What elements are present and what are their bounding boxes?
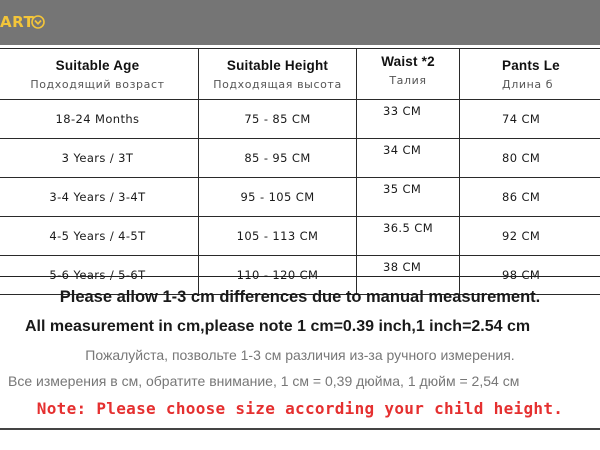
cell-age: 5-6 Years / 5-6T [0, 256, 199, 295]
cell-pants: 74 CM [460, 100, 600, 139]
cell-height: 105 - 113 CM [199, 217, 357, 256]
column-header-pants-ru: Длина б [502, 77, 554, 91]
note-choose-size: Note: Please choose size according your child height. [36, 399, 564, 418]
cell-pants: 92 CM [460, 217, 600, 256]
cell-waist: 34 CM [357, 139, 460, 178]
cell-waist: 38 CM [357, 256, 460, 295]
cell-waist: 36.5 CM [357, 217, 460, 256]
cell-height: 85 - 95 CM [199, 139, 357, 178]
size-chart [0, 48, 600, 282]
column-header-age [0, 49, 199, 100]
cell-age: 18-24 Months [0, 100, 199, 139]
cell-waist: 33 CM [357, 100, 460, 139]
chevron-down-circle-icon [31, 15, 45, 29]
column-header-pants [460, 49, 600, 100]
column-header-age-ru: Подходящий возраст [30, 77, 165, 91]
table-header-row [0, 49, 600, 100]
column-header-height [199, 49, 357, 100]
table-row [0, 217, 600, 256]
cell-age: 3-4 Years / 3-4T [0, 178, 199, 217]
table-row [0, 139, 600, 178]
column-header-height-ru: Подходящая высота [213, 77, 342, 91]
cell-age: 3 Years / 3T [0, 139, 199, 178]
note-conversion-ru: Все измерения в см, обратите внимание, 1 см = 0,39 дюйма, 1 дюйм = 2,54 см [8, 373, 520, 389]
header-bar [0, 0, 600, 45]
cell-height: 75 - 85 CM [199, 100, 357, 139]
cell-pants: 98 CM [460, 256, 600, 295]
column-header-waist-en: Waist *2 [381, 53, 435, 69]
cell-height: 110 - 120 CM [199, 256, 357, 295]
cell-age: 4-5 Years / 4-5T [0, 217, 199, 256]
size-table [0, 48, 600, 295]
note-allowance-ru: Пожалуйста, позвольте 1-3 см различия из-за ручного измерения. [85, 347, 515, 363]
column-header-waist [357, 49, 460, 100]
column-header-age-en: Suitable Age [55, 57, 140, 73]
note-allowance-en: Please allow 1-3 cm differences due to manual measurement. [59, 288, 541, 306]
note-conversion-en: All measurement in cm,please note 1 cm=0.39 inch,1 inch=2.54 cm [25, 318, 531, 335]
table-row [0, 100, 600, 139]
cell-height: 95 - 105 CM [199, 178, 357, 217]
cell-pants: 86 CM [460, 178, 600, 217]
column-header-height-en: Suitable Height [226, 57, 329, 73]
cell-waist: 35 CM [357, 178, 460, 217]
header-title: ART [0, 13, 35, 31]
divider [0, 428, 600, 430]
column-header-pants-en: Pants Le [502, 57, 560, 73]
column-header-waist-ru: Талия [389, 73, 427, 87]
cell-pants: 80 CM [460, 139, 600, 178]
table-row [0, 178, 600, 217]
